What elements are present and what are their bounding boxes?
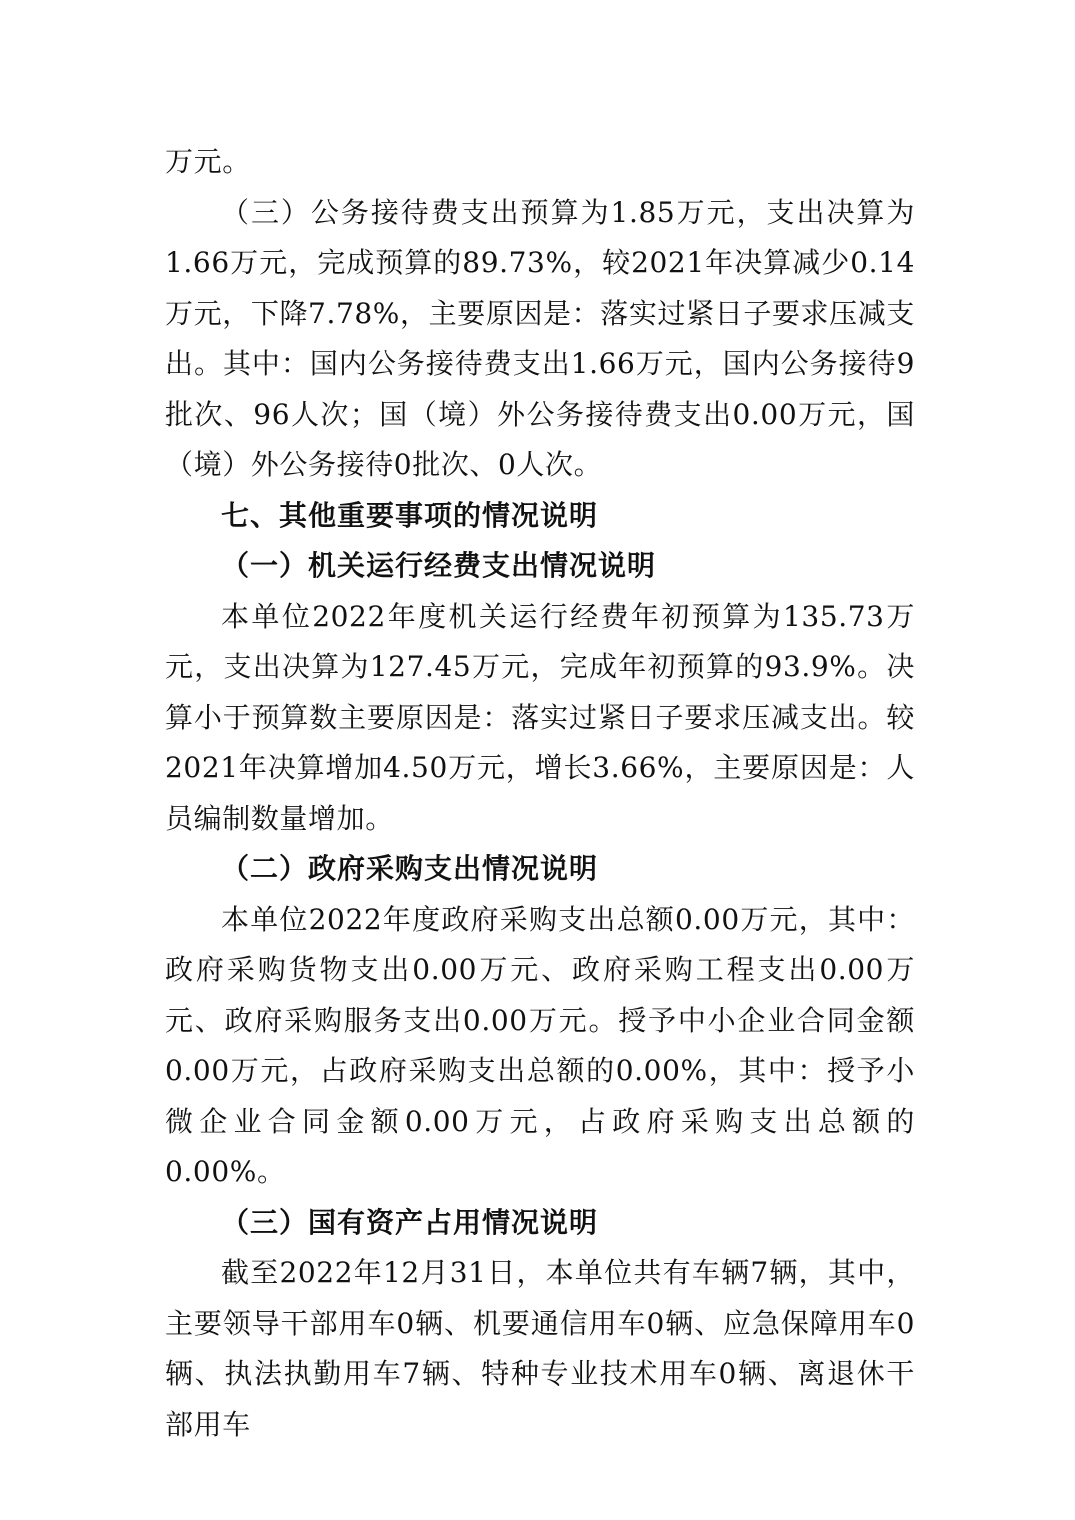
state-assets-heading: （三）国有资产占用情况说明 <box>221 1205 599 1239</box>
procurement-heading: （二）政府采购支出情况说明 <box>221 852 599 885</box>
state-assets-paragraph: 截至2022年12月31日，本单位共有车辆7辆，其中，主要领导干部用车0辆、机要通信用车0辆、应急保障用车0辆、执法执勤用车7辆、特种专业技术用车0辆、离退休干部用车 <box>165 1256 915 1441</box>
reception-expense-paragraph: （三）公务接待费支出预算为1.85万元，支出决算为1.66万元，完成预算的89.73%，较2021年决算减少0.14万元，下降7.78%，主要原因是：落实过紧日子要求压减支出。其中：国内公务接待费支出1.66万元，国内公务接待9批次、96人次；国（境）外公务接待费支出0.00万元，国（境）外公务接待0批次、0人次。 <box>165 195 915 481</box>
section-seven-heading: 七、其他重要事项的情况说明 <box>221 498 599 532</box>
operating-expense-paragraph: 本单位2022年度机关运行经费年初预算为135.73万元，支出决算为127.45万元，完成年初预算的93.9%。决算小于预算数主要原因是：落实过紧日子要求压减支出。较2021年决算增加4.50万元，增长3.66%，主要原因是：人员编制数量增加。 <box>165 599 915 835</box>
document-body <box>165 137 915 1450</box>
operating-expense-heading: （一）机关运行经费支出情况说明 <box>221 549 657 582</box>
procurement-paragraph: 本单位2022年度政府采购支出总额0.00万元，其中：政府采购货物支出0.00万元、政府采购工程支出0.00万元、政府采购服务支出0.00万元。授予中小企业合同金额0.00万元，占政府采购支出总额的0.00%，其中：授予小微企业合同金额0.00万元，占政府采购支出总额的0.00%。 <box>165 902 915 1188</box>
continued-paragraph: 万元。 <box>165 145 251 178</box>
